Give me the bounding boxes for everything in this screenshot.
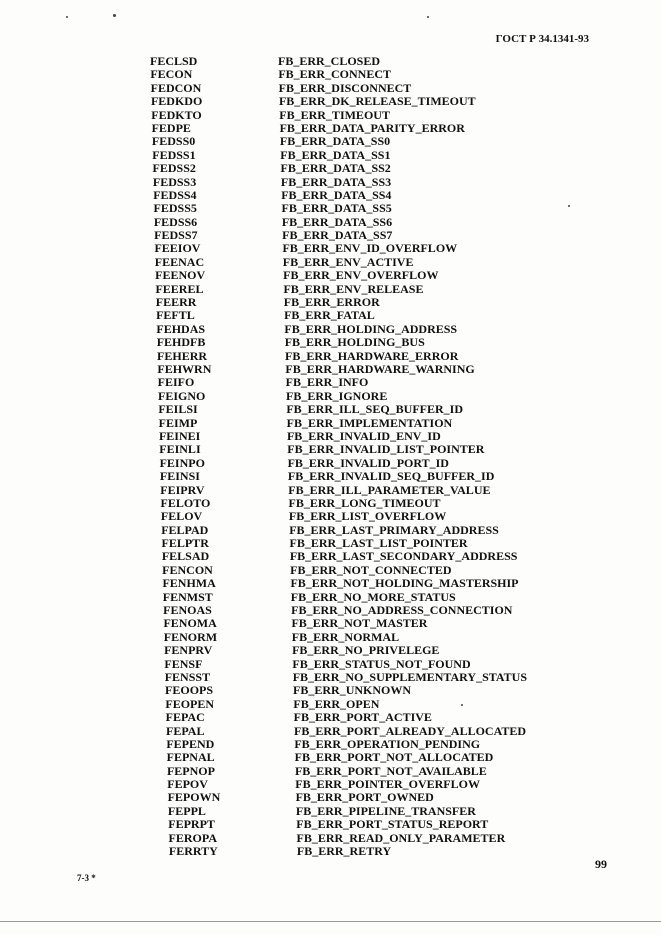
table-row (150, 216, 527, 229)
error-code-abbreviation: FEIGNO (158, 388, 206, 403)
error-code-name: FB_ERR_LONG_TIMEOUT (288, 495, 441, 510)
error-code-name: FB_ERR_TIMEOUT (279, 107, 390, 122)
table-row (150, 778, 527, 791)
table-row (150, 336, 527, 349)
table-row (150, 309, 527, 322)
table-row (150, 484, 527, 497)
table-row (150, 698, 527, 711)
table-row (150, 832, 527, 845)
error-code-name: FB_ERR_NO_PRIVELEGE (292, 643, 440, 658)
table-row (150, 82, 527, 95)
table-row (150, 149, 527, 162)
error-code-abbreviation: FEEIOV (154, 241, 201, 256)
table-row (150, 711, 527, 724)
error-code-abbreviation: FEIPRV (160, 482, 205, 497)
error-code-abbreviation: FELPAD (161, 522, 209, 537)
table-row (150, 323, 527, 336)
error-code-name: FB_ERR_PORT_OWNED (295, 790, 434, 805)
table-row (150, 644, 527, 657)
error-code-name: FB_ERR_HOLDING_ADDRESS (284, 321, 458, 336)
error-code-abbreviation: FEHWRN (157, 361, 212, 376)
error-code-name: FB_ERR_INFO (285, 375, 369, 390)
table-row (150, 725, 527, 738)
scan-speck (568, 205, 570, 207)
error-code-abbreviation: FECLSD (150, 54, 198, 68)
error-code-abbreviation: FEFTL (156, 308, 195, 323)
error-code-abbreviation: FEDPE (151, 120, 191, 135)
error-code-abbreviation: FENOMA (163, 616, 217, 631)
error-code-name: FB_ERR_LIST_OVERFLOW (288, 509, 447, 524)
error-code-abbreviation: FENOAS (163, 603, 212, 618)
page-number: 99 (595, 857, 607, 871)
error-code-abbreviation: FERRTY (168, 844, 218, 859)
table-row (150, 189, 527, 202)
error-code-abbreviation: FEPNOP (166, 763, 215, 778)
error-code-name: FB_ERR_ENV_RELEASE (283, 281, 424, 296)
error-code-name: FB_ERR_PORT_NOT_ALLOCATED (294, 750, 494, 765)
error-code-abbreviation: FECON (150, 67, 193, 82)
error-code-abbreviation: FEPAC (165, 710, 205, 725)
table-row (150, 229, 527, 242)
error-code-name: FB_ERR_OPERATION_PENDING (294, 736, 481, 751)
error-code-abbreviation: FEDSS4 (153, 187, 197, 202)
scan-speck (113, 14, 116, 17)
error-code-abbreviation: FELOTO (160, 495, 211, 510)
table-row (150, 470, 527, 483)
error-code-name: FB_ERR_DISCONNECT (278, 80, 412, 95)
error-code-name: FB_ERR_DATA_SS3 (280, 174, 392, 189)
table-row (150, 162, 527, 175)
scan-speck (427, 16, 429, 18)
error-code-name: FB_ERR_HOLDING_BUS (284, 335, 425, 350)
error-code-abbreviation: FEDSS1 (152, 147, 196, 162)
table-row (150, 296, 527, 309)
error-code-name: FB_ERR_PORT_NOT_AVAILABLE (294, 763, 487, 778)
table-row (150, 751, 527, 764)
table-row (150, 457, 527, 470)
table-row (150, 671, 527, 684)
error-code-name: FB_ERR_STATUS_NOT_FOUND (292, 656, 471, 671)
table-row (150, 845, 527, 858)
table-row (150, 765, 527, 778)
table-row (150, 283, 527, 296)
table-row (150, 68, 527, 81)
table-row (150, 403, 527, 416)
error-code-name: FB_ERR_INVALID_SEQ_BUFFER_ID (287, 469, 495, 484)
table-row (150, 269, 527, 282)
table-row (150, 631, 527, 644)
table-row (150, 738, 527, 751)
error-code-abbreviation: FENSF (164, 656, 203, 671)
table-row (150, 550, 527, 563)
error-code-abbreviation: FEINLI (159, 442, 201, 457)
error-code-abbreviation: FEPAL (166, 723, 205, 738)
error-code-name: FB_ERR_FATAL (284, 308, 375, 323)
error-code-name: FB_ERR_HARDWARE_WARNING (285, 361, 475, 376)
error-code-name: FB_ERR_ERROR (283, 295, 380, 310)
error-code-abbreviation: FEIMP (158, 415, 198, 430)
error-code-name: FB_ERR_INVALID_LIST_POINTER (287, 442, 485, 457)
error-code-name: FB_ERR_DATA_SS5 (281, 201, 392, 216)
error-code-name: FB_ERR_NO_SUPPLEMENTARY_STATUS (292, 669, 527, 684)
error-code-name: FB_ERR_NOT_HOLDING_MASTERSHIP (290, 576, 519, 591)
error-code-name: FB_ERR_DATA_PARITY_ERROR (279, 120, 465, 135)
error-code-name: FB_ERR_PIPELINE_TRANSFER (295, 803, 476, 818)
table-row (150, 577, 527, 590)
table-row (150, 805, 527, 818)
error-code-name: FB_ERR_DATA_SS0 (279, 134, 391, 149)
table-row (150, 417, 527, 430)
error-code-abbreviation: FEILSI (158, 402, 198, 417)
error-code-name: FB_ERR_DATA_SS2 (280, 161, 391, 176)
table-row (150, 109, 527, 122)
error-code-name: FB_ERR_POINTER_OVERFLOW (295, 777, 480, 792)
error-code-name: FB_ERR_LAST_LIST_POINTER (289, 536, 468, 551)
error-code-abbreviation: FENCON (162, 562, 213, 577)
error-code-name: FB_ERR_PORT_STATUS_REPORT (296, 817, 489, 832)
table-row (150, 55, 527, 68)
table-row (150, 524, 527, 537)
error-code-abbreviation: FEDSS2 (152, 161, 196, 176)
error-code-name: FB_ERR_PORT_ALREADY_ALLOCATED (294, 723, 527, 738)
error-code-name: FB_ERR_ILL_PARAMETER_VALUE (288, 482, 491, 497)
error-code-name: FB_ERR_INVALID_PORT_ID (287, 455, 449, 470)
error-code-abbreviation: FEPRPT (168, 817, 215, 832)
error-code-name: FB_ERR_UNKNOWN (293, 683, 412, 698)
table-row (150, 430, 527, 443)
error-code-abbreviation: FEDSS7 (154, 228, 198, 243)
error-code-abbreviation: FEENOV (155, 268, 206, 283)
table-row (150, 510, 527, 523)
error-code-abbreviation: FEEREL (155, 281, 204, 296)
error-code-name: FB_ERR_INVALID_ENV_ID (286, 428, 441, 443)
error-code-name: FB_ERR_CLOSED (278, 54, 381, 68)
table-row (150, 350, 527, 363)
table-row (150, 202, 527, 215)
table-row (150, 242, 527, 255)
table-row (150, 564, 527, 577)
table-row (150, 443, 527, 456)
error-code-name: FB_ERR_ENV_ID_OVERFLOW (282, 241, 458, 256)
error-code-name: FB_ERR_DK_RELEASE_TIMEOUT (278, 94, 476, 109)
error-code-name: FB_ERR_OPEN (293, 696, 380, 711)
table-row (150, 818, 527, 831)
table-row (150, 604, 527, 617)
error-code-abbreviation: FEINSI (159, 469, 200, 484)
error-code-abbreviation: FEDSS5 (153, 201, 197, 216)
error-code-name: FB_ERR_LAST_SECONDARY_ADDRESS (289, 549, 518, 564)
error-code-name: FB_ERR_PORT_ACTIVE (293, 710, 432, 725)
error-code-abbreviation: FEINEI (158, 428, 201, 443)
table-row (150, 791, 527, 804)
error-code-abbreviation: FELOV (160, 509, 203, 524)
error-code-abbreviation: FENPRV (164, 643, 213, 658)
error-code-name: FB_ERR_DATA_SS6 (281, 214, 393, 229)
table-row (150, 591, 527, 604)
error-code-abbreviation: FEDCON (150, 80, 202, 95)
table-row (150, 176, 527, 189)
error-code-abbreviation: FEDSS3 (152, 174, 197, 189)
error-code-name: FB_ERR_ENV_ACTIVE (282, 254, 414, 269)
error-code-abbreviation: FELPTR (161, 536, 209, 551)
error-code-abbreviation: FEPPL (167, 803, 206, 818)
table-row (150, 363, 527, 376)
error-code-abbreviation: FEHERR (157, 348, 208, 363)
error-code-abbreviation: FEOOPS (165, 683, 214, 698)
table-row (150, 122, 527, 135)
scan-speck (66, 16, 68, 18)
error-code-abbreviation: FENMST (162, 589, 213, 604)
table-row (150, 95, 527, 108)
error-code-abbreviation: FEDKDO (150, 94, 203, 109)
error-code-abbreviation: FEOPEN (165, 696, 215, 711)
error-code-abbreviation: FEPNAL (166, 750, 215, 765)
table-row (150, 617, 527, 630)
error-code-name: FB_ERR_ENV_OVERFLOW (283, 268, 439, 283)
error-code-abbreviation: FEPEND (166, 736, 215, 751)
error-code-name: FB_ERR_DATA_SS1 (280, 147, 391, 162)
error-code-abbreviation: FEENAC (154, 254, 205, 269)
table-row (150, 537, 527, 550)
error-code-abbreviation: FEIFO (157, 375, 195, 390)
footer-mark: 7-3 * (77, 873, 96, 883)
error-code-name: FB_ERR_IGNORE (286, 388, 388, 403)
error-code-abbreviation: FEHDAS (156, 321, 206, 336)
table-row (150, 497, 527, 510)
error-code-abbreviation: FENHMA (162, 576, 216, 591)
table-row (150, 684, 527, 697)
error-code-table (150, 55, 527, 858)
error-code-abbreviation: FEINPO (159, 455, 205, 470)
table-row (150, 376, 527, 389)
error-code-name: FB_ERR_READ_ONLY_PARAMETER (296, 830, 506, 845)
error-code-name: FB_ERR_NO_ADDRESS_CONNECTION (291, 603, 513, 618)
error-code-name: FB_ERR_CONNECT (278, 67, 391, 82)
error-code-abbreviation: FENSST (164, 669, 211, 684)
error-code-abbreviation: FELSAD (161, 549, 210, 564)
error-code-name: FB_ERR_IMPLEMENTATION (286, 415, 453, 430)
error-code-name: FB_ERR_HARDWARE_ERROR (285, 348, 459, 363)
error-code-abbreviation: FEDSS6 (153, 214, 198, 229)
bottom-rule (0, 921, 661, 922)
error-code-name: FB_ERR_DATA_SS4 (281, 187, 392, 202)
error-code-name: FB_ERR_ILL_SEQ_BUFFER_ID (286, 402, 464, 417)
error-code-abbreviation: FEPOV (167, 777, 208, 792)
error-code-abbreviation: FEDSS0 (151, 134, 196, 149)
error-code-abbreviation: FEHDFB (156, 335, 206, 350)
error-code-name: FB_ERR_LAST_PRIMARY_ADDRESS (289, 522, 499, 537)
error-code-name: FB_ERR_RETRY (296, 844, 392, 859)
table-row (150, 135, 527, 148)
error-code-abbreviation: FENORM (163, 629, 218, 644)
error-code-name: FB_ERR_NORMAL (291, 629, 400, 644)
error-code-abbreviation: FEPOWN (167, 790, 221, 805)
error-code-name: FB_ERR_DATA_SS7 (282, 228, 393, 243)
error-code-name: FB_ERR_NOT_MASTER (291, 616, 428, 631)
error-code-name: FB_ERR_NO_MORE_STATUS (290, 589, 456, 604)
error-code-abbreviation: FEERR (155, 295, 197, 310)
error-code-name: FB_ERR_NOT_CONNECTED (290, 562, 452, 577)
table-row (150, 658, 527, 671)
error-code-abbreviation: FEDKTO (151, 107, 202, 122)
table-row (150, 256, 527, 269)
document-code-header: ГОСТ Р 34.1341-93 (495, 33, 589, 45)
table-row (150, 390, 527, 403)
error-code-abbreviation: FEROPA (168, 830, 217, 845)
